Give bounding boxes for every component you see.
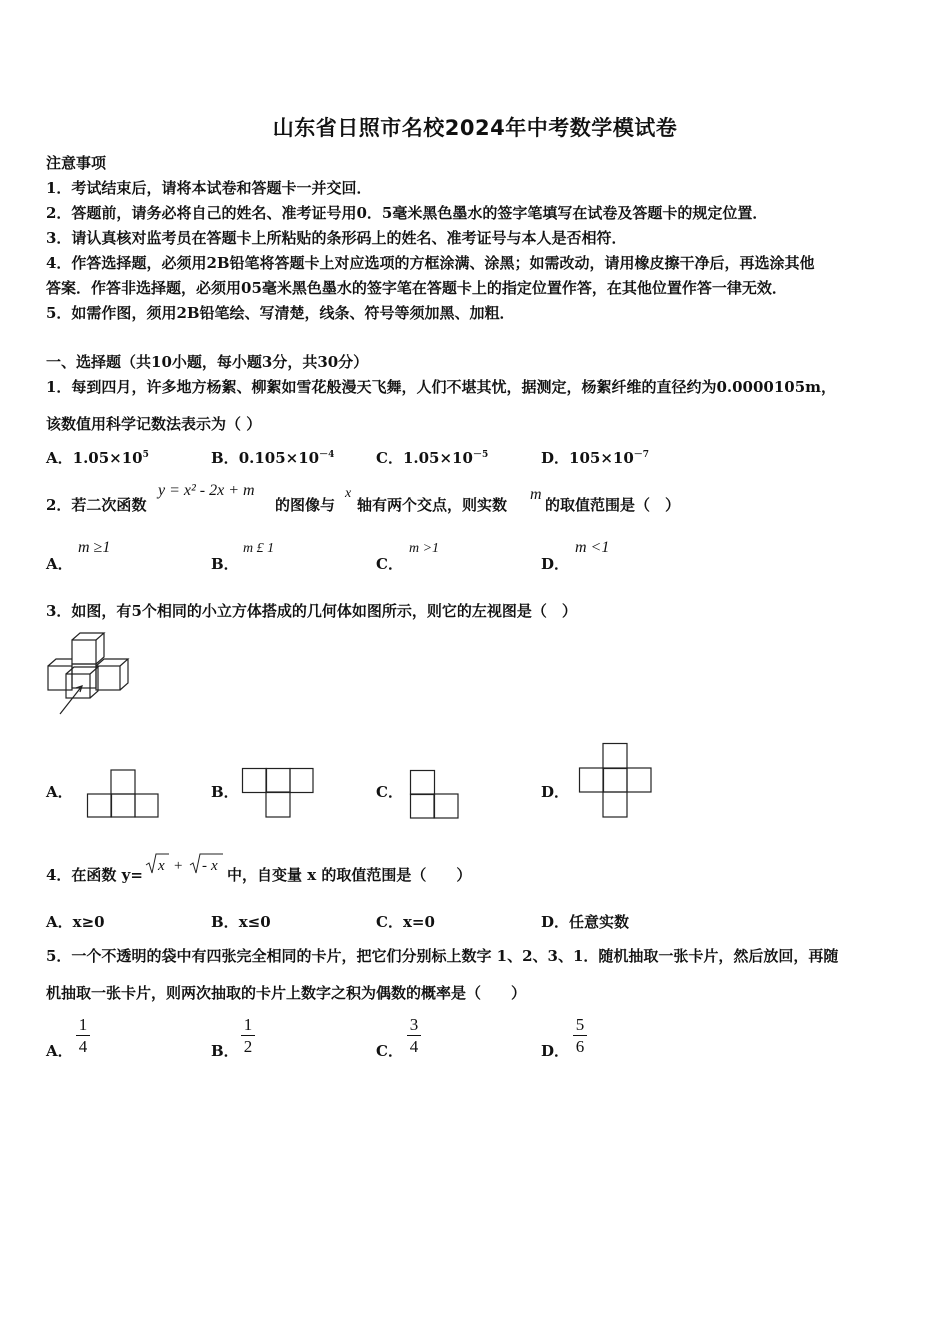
q4-option-a [46, 911, 105, 932]
cube-solid-figure [44, 630, 134, 720]
denominator: 4 [78, 1037, 88, 1056]
q3-option-d-figure [579, 743, 652, 818]
q2-option-c-expr: m >1 [409, 541, 440, 556]
question-4-text: 4．在函数 y= [46, 866, 143, 884]
svg-text:x: x [158, 858, 165, 874]
option-label: A． [46, 913, 73, 931]
question-3-text: 3．如图，有5个相同的小立方体搭成的几何体如图所示，则它的左视图是（ ） [46, 602, 577, 620]
option-value: 任意实数 [569, 913, 630, 931]
option-label: B． [211, 449, 239, 467]
q5-option-b-fraction [240, 1015, 256, 1058]
q2-option-c-label: C． [376, 555, 403, 573]
notice-item: 答案．作答非选择题，必须用05毫米黑色墨水的签字笔在答题卡上的指定位置作答，在其他位置作答一律无效． [46, 279, 787, 297]
q1-option-d [541, 447, 649, 468]
denominator: 2 [243, 1037, 253, 1056]
q1-option-b [211, 447, 334, 468]
q5-option-a-fraction [75, 1015, 91, 1058]
notice-item: 1．考试结束后，请将本试卷和答题卡一并交回． [46, 179, 372, 197]
q2-option-a-expr: m ≥1 [78, 539, 111, 556]
q5-option-c-label: C． [376, 1042, 403, 1060]
numerator: 3 [409, 1015, 419, 1034]
svg-text:+: + [174, 858, 183, 874]
option-value: x≥0 [72, 913, 105, 931]
q2-option-b-expr: m £ 1 [243, 541, 275, 556]
q2-option-b-label: B． [211, 555, 239, 573]
option-label: C． [376, 913, 403, 931]
q2-var-m: m [530, 486, 542, 503]
q4-option-d [541, 911, 629, 932]
question-5-text: 机抽取一张卡片，则两次抽取的卡片上数字之积为偶数的概率是（ ） [46, 984, 527, 1002]
q3-option-b-label: B． [211, 783, 239, 801]
q2-formula: y = x² - 2x + m [158, 482, 255, 499]
option-value: 1.05×10 [72, 449, 143, 467]
option-value: x=0 [402, 913, 435, 931]
question-5-text: 5．一个不透明的袋中有四张完全相同的卡片，把它们分别标上数字 1、2、3、1．随机抽取一张卡片，然后放回，再随 [46, 947, 839, 965]
notice-item: 5．如需作图，须用2B铅笔绘、写清楚，线条、符号等须加黑、加粗． [46, 304, 515, 322]
q4-option-c [376, 911, 435, 932]
page-title: 山东省日照市名校2024年中考数学模试卷 [272, 116, 678, 140]
q3-option-a-figure [87, 769, 159, 818]
section-heading: 一、选择题（共10小题，每小题3分，共30分） [46, 353, 369, 371]
q2-option-d-label: D． [541, 555, 570, 573]
option-value: 105×10 [569, 449, 634, 467]
q3-option-d-label: D． [541, 783, 570, 801]
option-value: 0.105×10 [238, 449, 320, 467]
notice-item: 3．请认真核对监考员在答题卡上所粘贴的条形码上的姓名、准考证号与本人是否相符． [46, 229, 627, 247]
option-value: x≤0 [238, 913, 271, 931]
option-label: A． [46, 449, 73, 467]
option-label: D． [541, 913, 570, 931]
q3-option-a-label: A． [46, 783, 73, 801]
q4-option-b [211, 911, 271, 932]
option-value: 1.05×10 [402, 449, 473, 467]
notice-item: 2．答题前，请务必将自己的姓名、准考证号用0．5毫米黑色墨水的签字笔填写在试卷及答题卡的规定位置． [46, 204, 768, 222]
question-2-text: 2．若二次函数 [46, 496, 147, 514]
option-exponent: 5 [142, 450, 149, 460]
option-exponent: －4 [319, 450, 335, 460]
question-2-text: 的图像与 [275, 496, 336, 514]
option-label: D． [541, 449, 570, 467]
q3-option-c-figure [410, 770, 459, 819]
q1-option-a [46, 447, 149, 468]
question-2-text: 的取值范围是（ ） [545, 496, 681, 514]
question-1-text: 该数值用科学记数法表示为（ ） [46, 415, 262, 433]
question-1-text: 1．每到四月，许多地方杨絮、柳絮如雪花般漫天飞舞，人们不堪其忧，据测定，杨絮纤维的直径约为0.0000105m， [46, 378, 837, 396]
svg-text:x: x [211, 858, 218, 874]
q2-option-a-label: A． [46, 555, 73, 573]
q3-option-b-figure [242, 768, 314, 818]
q5-option-d-fraction [572, 1015, 588, 1058]
denominator: 6 [575, 1037, 585, 1056]
numerator: 1 [78, 1015, 88, 1034]
option-label: C． [376, 449, 403, 467]
option-label: B． [211, 913, 239, 931]
q5-option-d-label: D． [541, 1042, 570, 1060]
q2-option-d-expr: m <1 [575, 539, 610, 556]
numerator: 5 [575, 1015, 585, 1034]
q1-option-c [376, 447, 488, 468]
svg-text:-: - [202, 858, 207, 874]
q2-var-x: x [345, 486, 352, 501]
numerator: 1 [243, 1015, 253, 1034]
denominator: 4 [409, 1037, 419, 1056]
question-2-text: 轴有两个交点，则实数 [357, 496, 508, 514]
q5-option-b-label: B． [211, 1042, 239, 1060]
q5-option-a-label: A． [46, 1042, 73, 1060]
option-exponent: －5 [472, 450, 489, 460]
question-4-text: 中，自变量 x 的取值范围是（ ） [227, 866, 472, 884]
q3-option-c-label: C． [376, 783, 403, 801]
option-exponent: －7 [633, 450, 650, 460]
q5-option-c-fraction [406, 1015, 422, 1058]
notice-item: 4．作答选择题，必须用2B铅笔将答题卡上对应选项的方框涂满、涂黑；如需改动，请用橡皮擦干净后，再选涂其他 [46, 254, 815, 272]
q4-radical-formula [145, 851, 225, 877]
notice-heading: 注意事项 [46, 154, 107, 172]
